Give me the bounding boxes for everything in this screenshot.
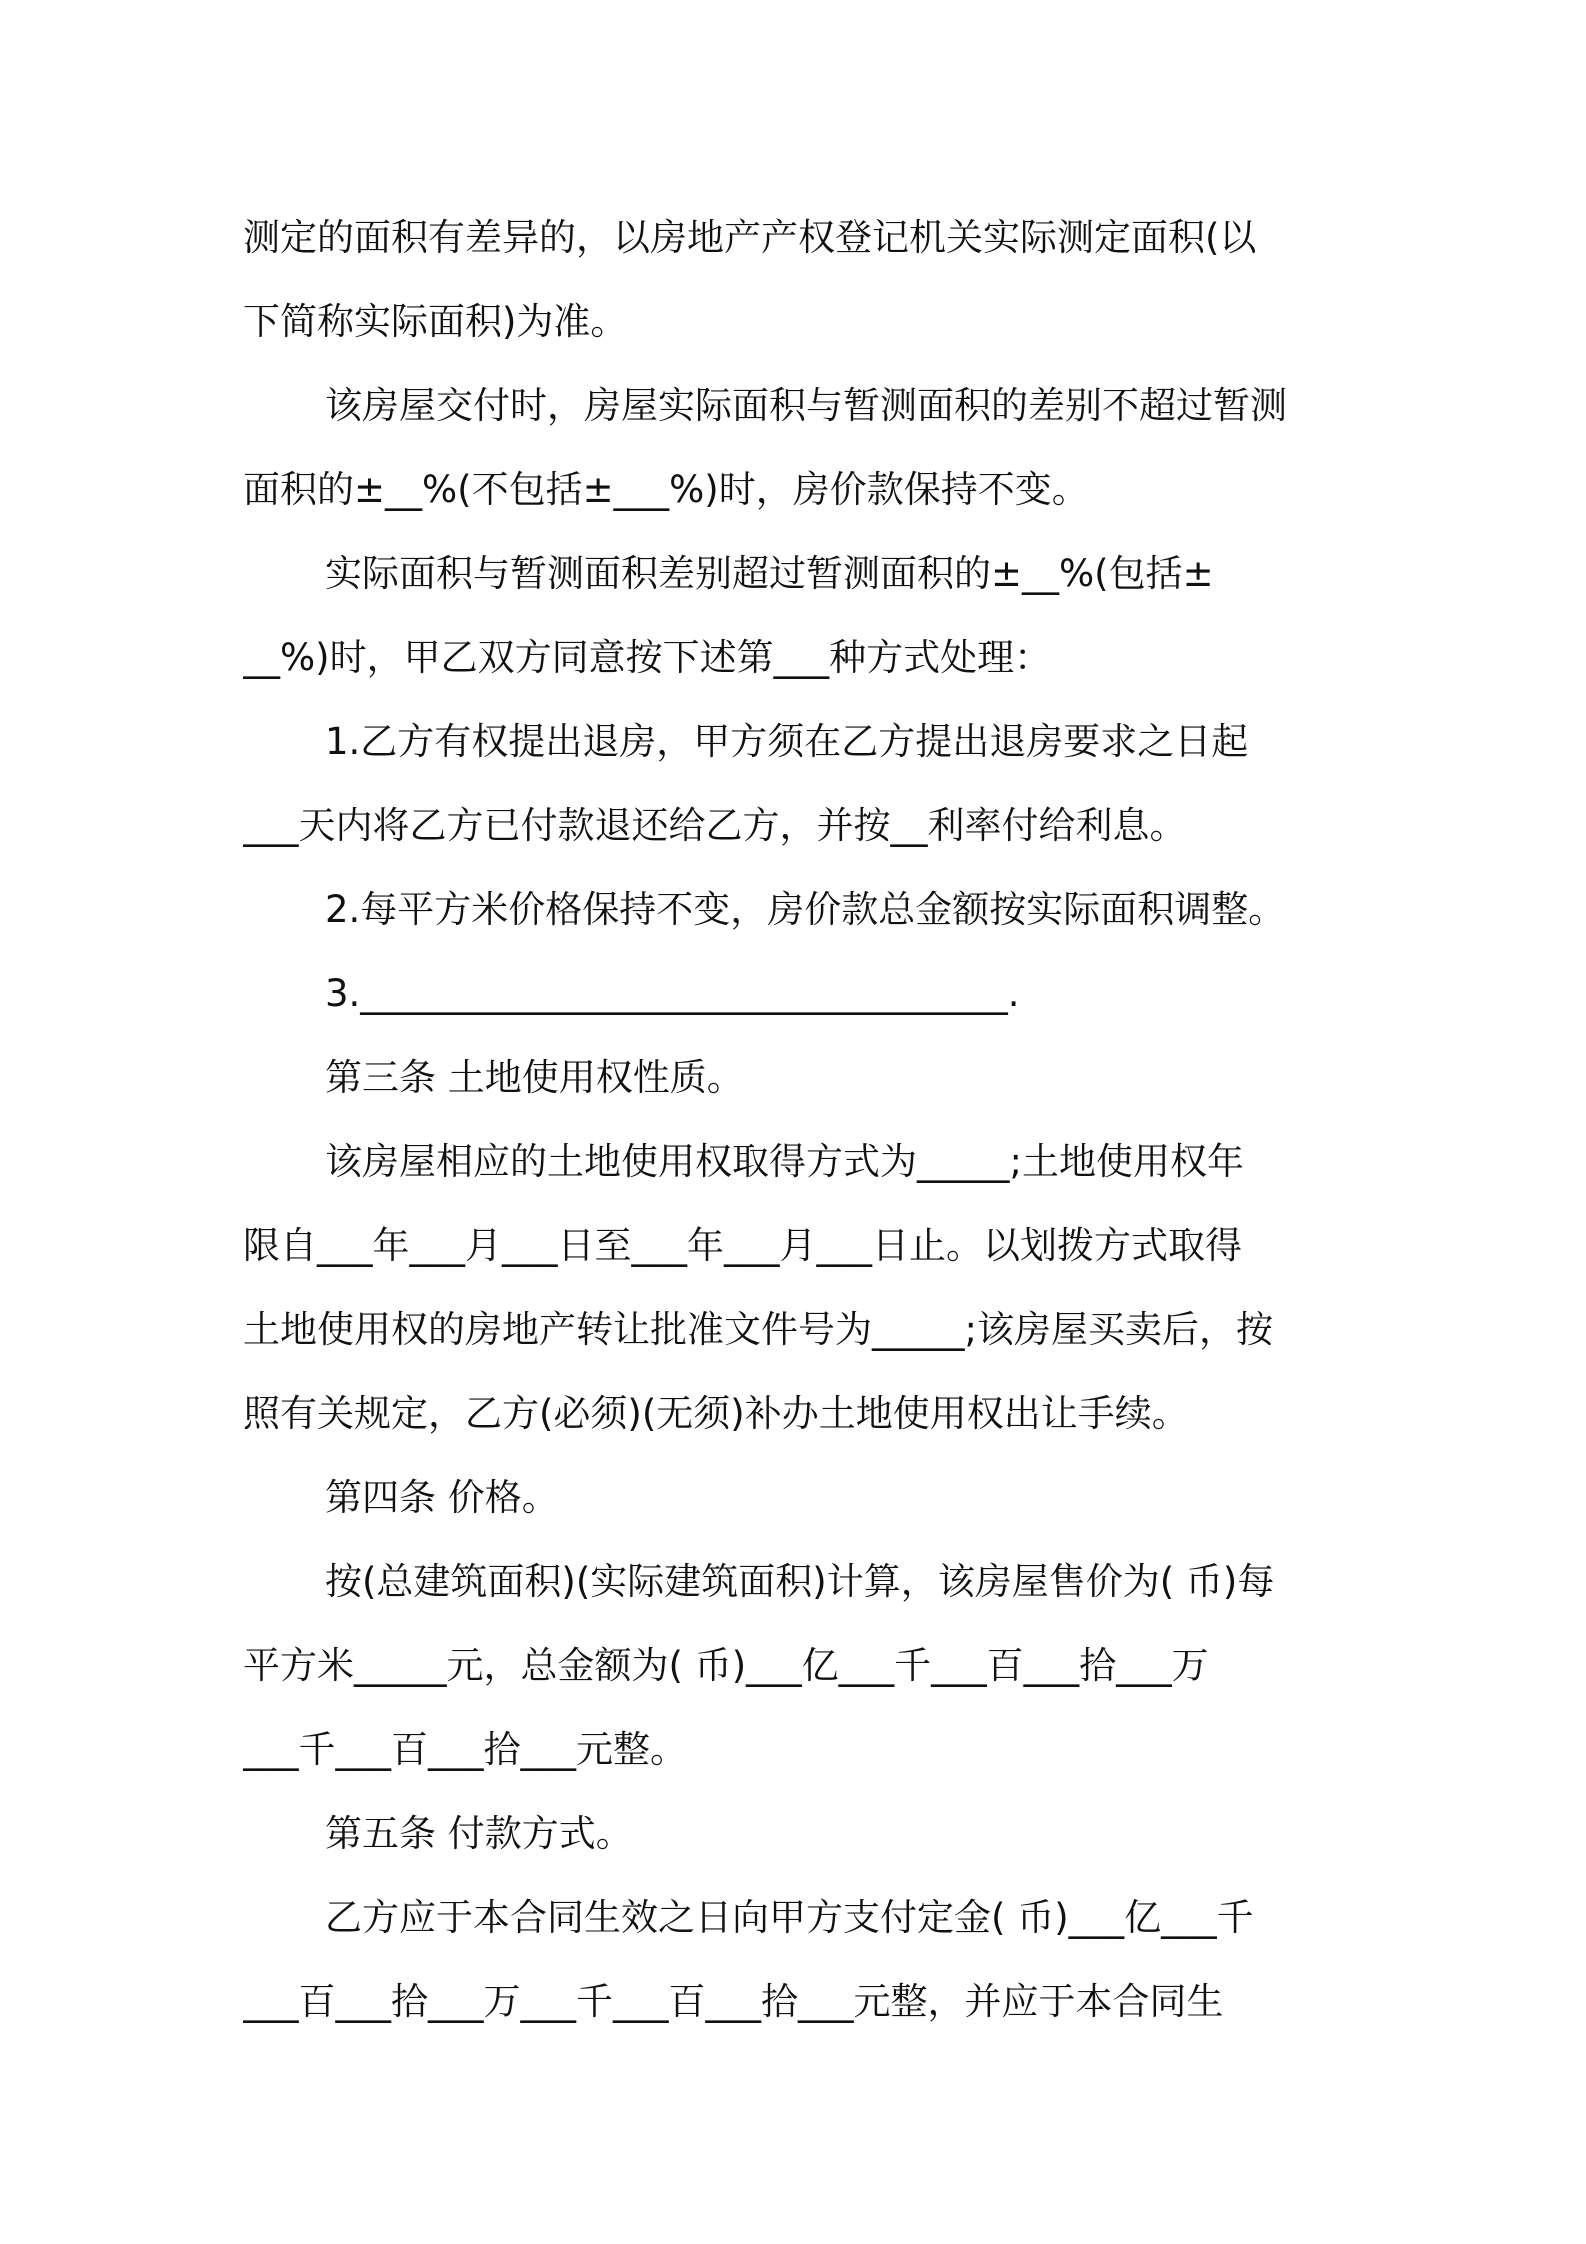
- paragraph-delivery-area: 该房屋交付时，房屋实际面积与暂测面积的差别不超过暂测: [325, 384, 1287, 427]
- paragraph-land-use: 该房屋相应的土地使用权取得方式为_____;土地使用权年: [325, 1140, 1244, 1183]
- paragraph-area-difference: 实际面积与暂测面积差别超过暂测面积的±__%(包括±: [325, 552, 1214, 595]
- text-line: __%)时，甲乙双方同意按下述第___种方式处理：: [243, 636, 1052, 679]
- paragraph-price: 按(总建筑面积)(实际建筑面积)计算，该房屋售价为( 币)每: [325, 1560, 1275, 1603]
- text-line: ___天内将乙方已付款退还给乙方，并按__利率付给利息。: [243, 804, 1187, 847]
- text-line: 照有关规定，乙方(必须)(无须)补办土地使用权出让手续。: [243, 1392, 1189, 1435]
- text-line: 限自___年___月___日至___年___月___日止。以划拨方式取得: [243, 1224, 1242, 1267]
- article-3-heading: 第三条 土地使用权性质。: [325, 1056, 744, 1099]
- text-line: 测定的面积有差异的，以房地产产权登记机关实际测定面积(以: [243, 216, 1257, 259]
- text-line: 土地使用权的房地产转让批准文件号为_____;该房屋买卖后，按: [243, 1308, 1273, 1351]
- option-1: 1.乙方有权提出退房，甲方须在乙方提出退房要求之日起: [325, 720, 1249, 763]
- text-line: 面积的±__%(不包括±___%)时，房价款保持不变。: [243, 468, 1089, 511]
- text-line: ___百___拾___万___千___百___拾___元整，并应于本合同生: [243, 1980, 1224, 2023]
- paragraph-payment: 乙方应于本合同生效之日向甲方支付定金( 币)___亿___千: [325, 1896, 1254, 1939]
- text-line: 下简称实际面积)为准。: [243, 300, 628, 343]
- article-4-heading: 第四条 价格。: [325, 1476, 559, 1519]
- contract-text: [243, 196, 1359, 2044]
- option-2: 2.每平方米价格保持不变，房价款总金额按实际面积调整。: [325, 888, 1286, 931]
- text-line: 平方米_____元，总金额为( 币)___亿___千___百___拾___万: [243, 1644, 1209, 1687]
- option-3: 3.___________________________________.: [325, 972, 1020, 1015]
- article-5-heading: 第五条 付款方式。: [325, 1812, 633, 1855]
- text-line: ___千___百___拾___元整。: [243, 1728, 687, 1771]
